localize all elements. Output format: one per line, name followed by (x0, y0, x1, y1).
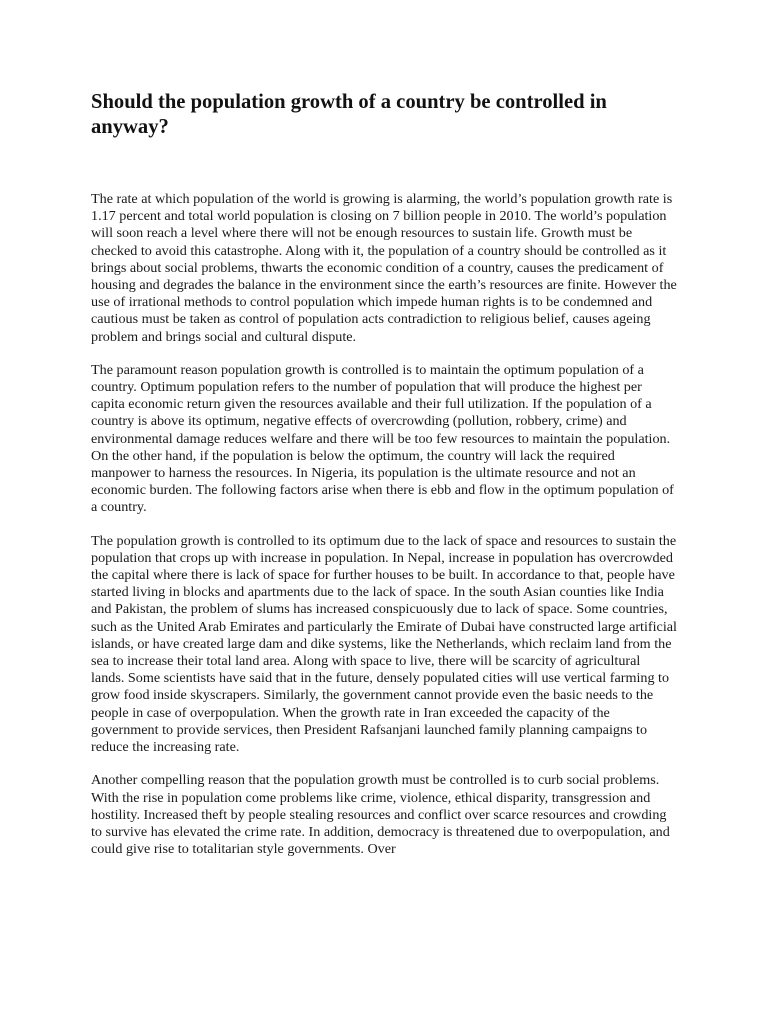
paragraph-intro (91, 191, 677, 346)
document-title: Should the population growth of a country be controlled in anyway? (91, 91, 607, 138)
paragraph-text: Another compelling reason that the population growth must be controlled is to curb social problems. With the rise in population come problems like crime, violence, ethical disparity, transgression and hostility. Increased theft by people stealing resources and conflict over scarce resources and crowding to survive has elevated the crime rate. In addition, democracy is threatened due to overpopulation, and could give rise to totalitarian style governments. Over (91, 772, 670, 858)
paragraph-text: The paramount reason population growth is controlled is to maintain the optimum population of a country. Optimum population refers to the number of population that will produce the highest per capita economic return given the resources available and their full utilization. If the population of a country is above its optimum, negative effects of overcrowding (pollution, robbery, crime) and environmental damage reduces welfare and there will be too few resources to maintain the population. On the other hand, if the population is below the optimum, the country will lack the required manpower to harness the resources. In Nigeria, its population is the ultimate resource and not an economic burden. The following factors arise when there is ebb and flow in the optimum population of a country. (91, 361, 674, 516)
paragraph-optimum-population (91, 362, 677, 517)
document-page (91, 90, 677, 874)
paragraph-text: The rate at which population of the world is growing is alarming, the world’s population growth rate is 1.17 percent and total world population is closing on 7 billion people in 2010. The world’s population will soon reach a level where there will not be enough resources to sustain life. Growth must be checked to avoid this catastrophe. Along with it, the population of a country should be controlled as it brings about social problems, thwarts the economic condition of a country, causes the predicament of housing and degrades the balance in the environment since the earth’s resources are finite. However the use of irrational methods to control population which impede human rights is to be condemned and cautious must be taken as control of population acts contradiction to religious belief, causes ageing problem and brings social and cultural dispute. (91, 191, 677, 345)
paragraph-social-problems (91, 772, 677, 858)
paragraph-text: The population growth is controlled to its optimum due to the lack of space and resources to sustain the population that crops up with increase in population. In Nepal, increase in population has overcrowded the capital where there is lack of space for further houses to be built. In accordance to that, people have started living in blocks and apartments due to the lack of space. In the south Asian counties like India and Pakistan, the problem of slums has increased conspicuously due to lack of space. Some countries, such as the United Arab Emirates and particularly the Emirate of Dubai have constructed large artificial islands, or have created large dam and dike systems, like the Netherlands, which reclaim land from the sea to increase their total land area. Along with space to live, there will be scarcity of agricultural lands. Some scientists have said that in the future, densely populated cities will use vertical farming to grow food inside skyscrapers. Similarly, the government cannot provide even the basic needs to the people in case of overpopulation. When the growth rate in Iran exceeded the capacity of the government to provide services, then President Rafsanjani launched family planning campaigns to reduce the increasing rate. (91, 532, 677, 756)
paragraph-space-resources (91, 533, 677, 757)
